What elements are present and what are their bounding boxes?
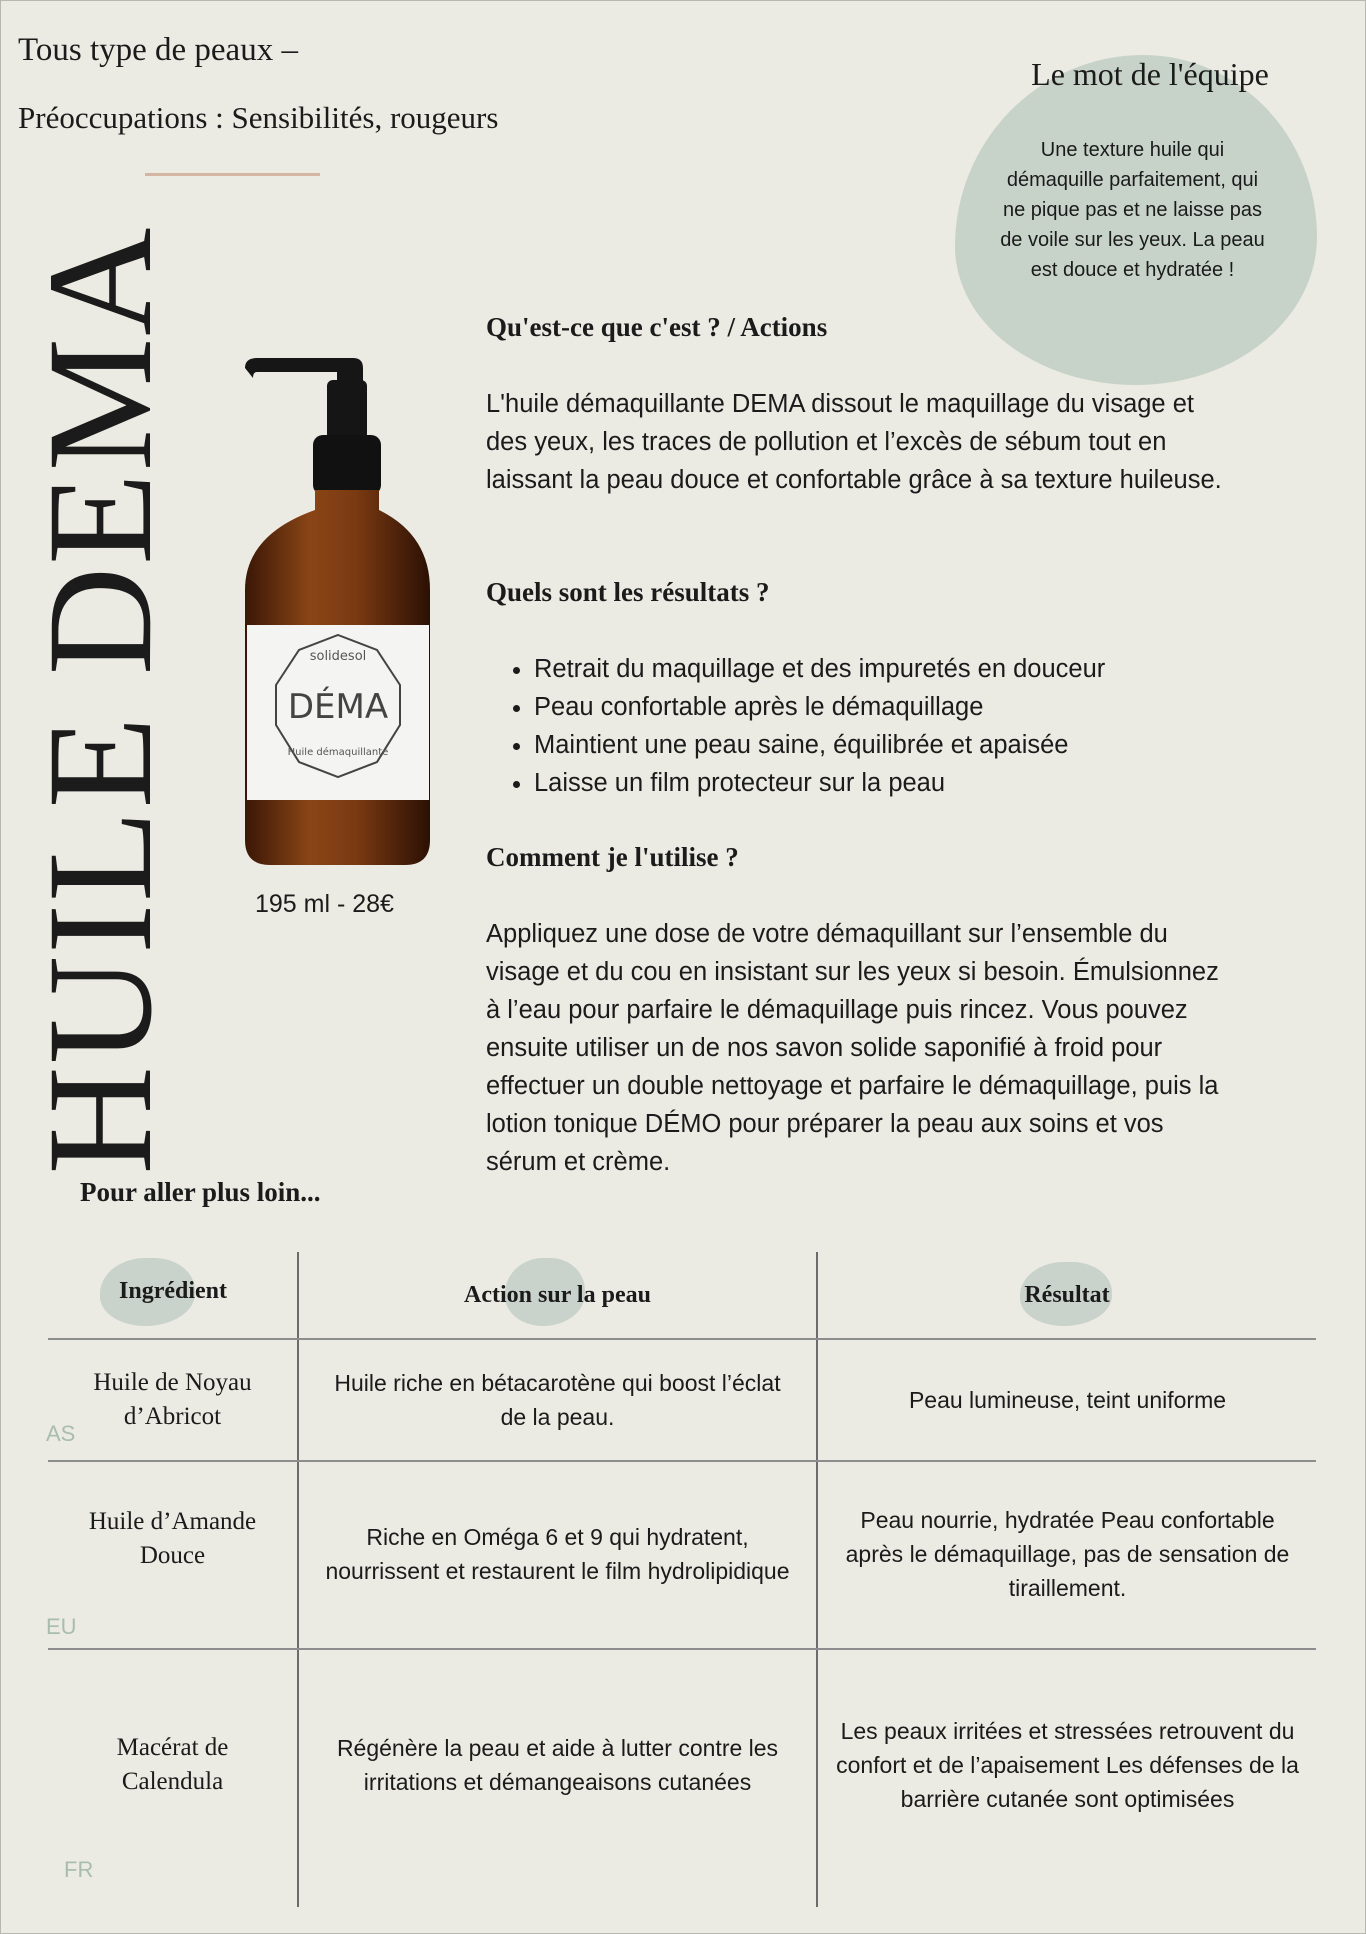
team-note-text: Une texture huile qui démaquille parfaitement, qui ne pique pas et ne laisse pas de voile sur les yeux. La peau est douce et hydratée !	[1000, 139, 1265, 281]
usage-text: Appliquez une dose de votre démaquillant sur l’ensemble du visage et du cou en insistant sur les yeux si besoin. Émulsionnez à l’eau pour parfaire le démaquillage puis rincez. Vous pouvez ensuite utiliser un de nos savon solide saponifié à froid pour effectuer un double nettoyage et parfaire le démaquillage, puis la lotion tonique DÉMO pour préparer la peau aux soins et vos sérum et crème.	[486, 920, 1219, 1176]
table-header-ingredient: Ingrédient	[119, 1278, 227, 1304]
concerns-label: Préoccupations : Sensibilités, rougeurs	[18, 100, 499, 135]
table-divider	[48, 1460, 1316, 1462]
table-cell-result: Peau nourrie, hydratée Peau confortable après le démaquillage, pas de sensation de tiraillement.	[845, 1507, 1290, 1601]
table-cell-action: Régénère la peau et aide à lutter contre les irritations et démangeaisons cutanées	[336, 1735, 779, 1795]
list-item: • Retrait du maquillage et des impuretés en douceur	[534, 650, 1274, 688]
list-item: • Laisse un film protecteur sur la peau	[534, 764, 1274, 802]
origin-badge: EU	[46, 1614, 77, 1639]
results-heading: Quels sont les résultats ?	[486, 577, 770, 607]
skin-type-label: Tous type de peaux –	[18, 32, 298, 68]
team-note-title: Le mot de l'équipe	[1031, 56, 1269, 92]
list-item: • Peau confortable après le démaquillage	[534, 688, 1274, 726]
origin-badge: FR	[64, 1857, 94, 1882]
table-divider	[297, 1252, 299, 1907]
table-cell-result: Les peaux irritées et stressées retrouvent du confort et de l’apaisement Les défenses de la barrière cutanée sont optimisées	[836, 1718, 1299, 1812]
table-title: Pour aller plus loin...	[80, 1177, 321, 1207]
table-header-result: Résultat	[1024, 1282, 1110, 1308]
what-text: L'huile démaquillante DEMA dissout le maquillage du visage et des yeux, les traces de pollution et l’excès de sébum tout en laissant la peau douce et confortable grâce à sa texture huileuse.	[486, 390, 1222, 494]
label-subtitle: Huile démaquillante	[287, 747, 389, 758]
table-cell-ingredient: Huile d’Amande Douce	[88, 1508, 257, 1569]
what-heading: Qu'est-ce que c'est ? / Actions	[486, 312, 828, 342]
label-product-name: DÉMA	[287, 687, 389, 727]
table-divider	[48, 1648, 1316, 1650]
table-cell-action: Huile riche en bétacarotène qui boost l’éclat de la peau.	[334, 1370, 781, 1430]
table-divider	[48, 1338, 1316, 1340]
table-divider	[816, 1252, 818, 1907]
results-list	[486, 650, 1274, 802]
product-title: HUILE DEMA	[17, 225, 183, 1175]
product-bottle-image	[235, 350, 440, 870]
table-header-action: Action sur la peau	[464, 1282, 651, 1308]
table-cell-ingredient: Macérat de Calendula	[116, 1734, 229, 1795]
label-brand: solidesol	[309, 649, 367, 664]
origin-badge: AS	[46, 1421, 76, 1446]
usage-heading: Comment je l'utilise ?	[486, 842, 739, 872]
table-cell-action: Riche en Oméga 6 et 9 qui hydratent, nourrissent et restaurent le film hydrolipidique	[325, 1524, 790, 1584]
table-cell-result: Peau lumineuse, teint uniforme	[908, 1387, 1227, 1413]
price-label: 195 ml - 28€	[255, 890, 394, 918]
list-item: • Maintient une peau saine, équilibrée et apaisée	[534, 726, 1274, 764]
header-divider	[145, 173, 320, 176]
table-cell-ingredient: Huile de Noyau d’Abricot	[93, 1369, 252, 1430]
